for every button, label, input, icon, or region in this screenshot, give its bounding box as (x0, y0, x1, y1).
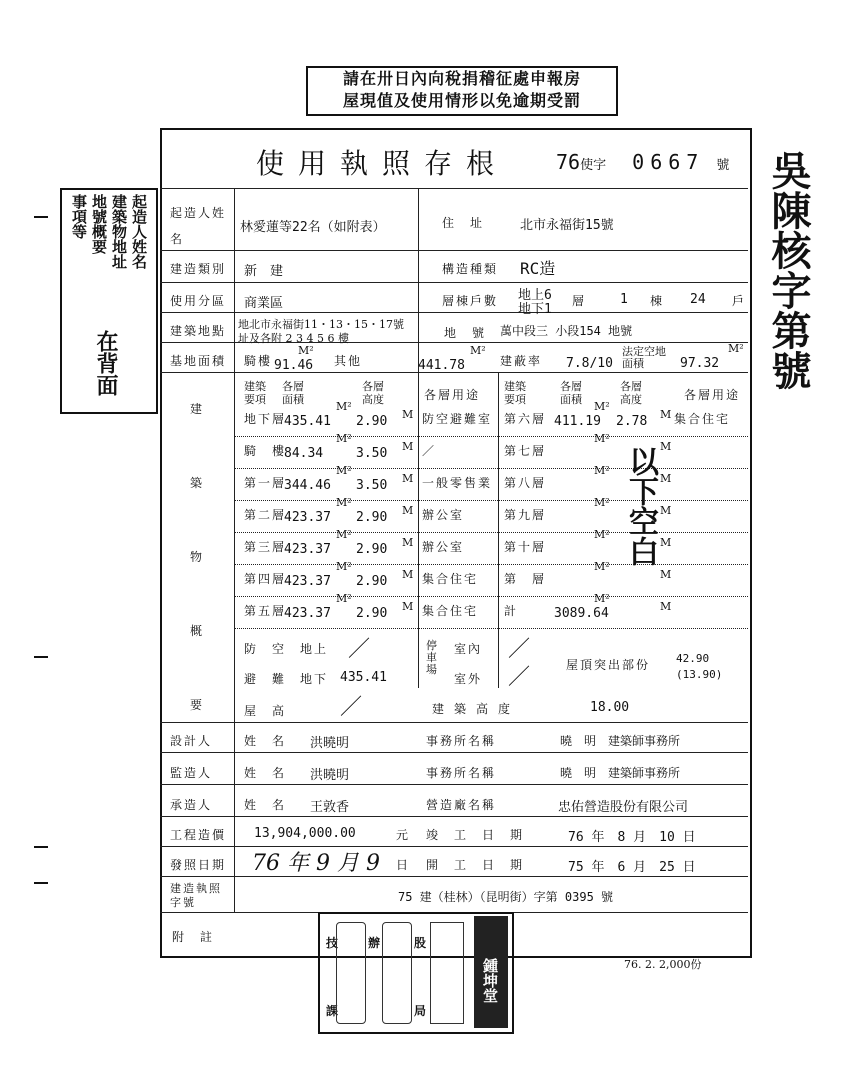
hdr-area-left: 各層面積 (282, 380, 304, 406)
legal-space-label: 法定空地面積 (622, 345, 666, 370)
applicant-name: 林愛蓮等22名（如附表） (240, 220, 386, 235)
coverage-label: 建蔽率 (500, 354, 543, 368)
shelter-label-1: 防 空 (244, 642, 287, 656)
floor-use-left: 防空避難室 (422, 412, 493, 426)
mezz-label: 屋 高 (244, 704, 287, 718)
designer-label: 設計人 (170, 734, 213, 748)
stamp-l3: 股 (414, 936, 429, 950)
floor-area-unit: M² (336, 528, 352, 541)
floor-use-left: 集合住宅 (422, 604, 479, 618)
floor-area-unit: M² (336, 464, 352, 477)
unit-unit: 戶 (732, 294, 747, 308)
start-label: 開工日期 (426, 858, 539, 872)
designer-name-label: 姓 名 (244, 734, 287, 748)
contractor-firm: 忠佑營造股份有限公司 (558, 800, 689, 815)
supervisor-office: 曉 明 建築師事務所 (560, 766, 681, 780)
floor-height-left: 3.50 (356, 478, 388, 493)
side-note-col2: 建築物地址 (110, 194, 128, 269)
permit-number: 76使字 0667 號 (556, 150, 730, 174)
applicant-label: 起造人姓名 (170, 206, 227, 246)
stamp-l4: 課 (326, 1004, 341, 1018)
floor-height-unit-right: M (660, 600, 672, 613)
mezz-value: ／ (340, 695, 363, 720)
floor-name-right: 第八層 (504, 476, 547, 490)
floor-area-unit-right: M² (594, 496, 610, 509)
floor-height-unit-right: M (660, 472, 672, 485)
floor-height-right: 2.78 (616, 414, 648, 429)
outdoor-label: 室外 (454, 672, 483, 686)
empty-mark: 以下空白 (623, 446, 658, 566)
floor-area-left: 423.37 (284, 574, 331, 589)
shelter-above-label: 地上 (300, 642, 329, 656)
floor-name-left: 地下層 (244, 412, 287, 426)
tax-notice (306, 66, 618, 116)
floor-name-left: 騎 樓 (244, 444, 287, 458)
summary-char-3: 物 (190, 550, 205, 564)
zone-label: 使用分區 (170, 294, 227, 308)
bheight-label: 建築高度 (432, 702, 521, 716)
designer-office: 曉 明 建築師事務所 (560, 734, 681, 748)
floor-area-left: 423.37 (284, 542, 331, 557)
complete-label: 竣工日期 (426, 828, 539, 842)
hdr-item-left: 建築要項 (244, 380, 266, 406)
hdr-item-right: 建築要項 (504, 380, 526, 406)
floor-area-unit-right: M² (594, 432, 610, 445)
zone-value: 商業區 (244, 296, 284, 311)
floor-area-left: 423.37 (284, 510, 331, 525)
floor-height-left: 2.90 (356, 414, 388, 429)
roof-value-2: (13.90) (676, 668, 723, 681)
floors-above: 地上6 (518, 288, 552, 303)
floor-unit: 層 (572, 294, 587, 308)
issue-label: 發照日期 (170, 858, 227, 872)
floor-name-left: 第一層 (244, 476, 287, 490)
other-area: 441.78 (418, 358, 465, 373)
summary-char-1: 建 (190, 402, 205, 416)
floor-area-left: 423.37 (284, 606, 331, 621)
floor-area-unit-right: M² (594, 400, 610, 413)
lot-number: 萬中段三 小段154 地號 (500, 324, 633, 338)
contractor-firm-label: 營造廠名稱 (426, 798, 497, 812)
supervisor-name-label: 姓 名 (244, 766, 287, 780)
side-note-col1: 起造人姓名 (130, 194, 148, 269)
site-label: 建築地點 (170, 324, 227, 338)
summary-char-4: 概 (190, 624, 205, 638)
floor-use-left: 一般零售業 (422, 476, 493, 490)
floor-area-unit-right: M² (594, 592, 610, 605)
area-unit-2: M² (470, 344, 486, 357)
designer-name: 洪曉明 (310, 736, 350, 751)
cost-unit: 元 (396, 828, 411, 842)
floor-area-unit-right: M² (594, 464, 610, 477)
floor-use-left: 辦公室 (422, 508, 465, 522)
issue-day-unit: 日 (396, 858, 411, 872)
floor-use-left: ／ (422, 444, 437, 458)
parking-label: 停車場 (426, 639, 437, 676)
floor-name-right: 第十層 (504, 540, 547, 554)
floor-area-left: 84.34 (284, 446, 324, 461)
address-label: 住 址 (442, 216, 485, 230)
floor-height-left: 2.90 (356, 510, 388, 525)
coverage-ratio: 7.8/10 (566, 356, 613, 371)
floor-name-right: 第九層 (504, 508, 547, 522)
floor-height-unit: M (402, 472, 414, 485)
hdr-height-left: 各層高度 (362, 380, 384, 406)
permit-label: 建造執照字號 (170, 882, 222, 909)
arcade-label: 騎樓 (244, 354, 273, 368)
shelter-below: 435.41 (340, 670, 387, 685)
floor-area-unit: M² (336, 400, 352, 413)
floor-area-unit: M² (336, 592, 352, 605)
floor-name-left: 第五層 (244, 604, 287, 618)
floor-area-left: 344.46 (284, 478, 331, 493)
floor-area-unit: M² (336, 496, 352, 509)
floor-area-unit-right: M² (594, 560, 610, 573)
floor-height-unit: M (402, 600, 414, 613)
side-note-col4: 事項等 (70, 194, 88, 239)
bheight-value: 18.00 (590, 700, 630, 715)
applicant-address: 北市永福街15號 (520, 218, 614, 233)
area-unit-1: M² (298, 344, 314, 357)
roof-label: 屋頂突出部份 (566, 658, 651, 672)
summary-char-2: 築 (190, 476, 205, 490)
issue-date: 76 年 9 月 9 (252, 851, 380, 876)
unit-count: 24 (690, 292, 706, 307)
edge-stamp-text: 吳陳核字第號 (765, 150, 812, 390)
floor-height-unit: M (402, 568, 414, 581)
floor-height-left: 3.50 (356, 446, 388, 461)
floor-height-unit-right: M (660, 440, 672, 453)
floor-height-left: 2.90 (356, 542, 388, 557)
side-note-col5: 在背面 (93, 330, 119, 396)
other-label: 其他 (334, 354, 363, 368)
shelter-label-2: 避 難 (244, 672, 287, 686)
building-count: 1 (620, 292, 628, 307)
floor-name-left: 第二層 (244, 508, 287, 522)
arcade-area: 91.46 (274, 358, 314, 373)
contractor-label: 承造人 (170, 798, 213, 812)
floor-use-right: 集合住宅 (674, 412, 731, 426)
floor-use-left: 集合住宅 (422, 572, 479, 586)
print-count: 76. 2. 2,000份 (624, 958, 702, 971)
build-type: 新 建 (244, 264, 284, 279)
floor-height-left: 2.90 (356, 606, 388, 621)
floor-area-right: 411.19 (554, 414, 601, 429)
hdr-height-right: 各層高度 (620, 380, 642, 406)
hdr-use-right: 各層用途 (684, 388, 741, 402)
complete-date: 76 年 8 月 10 日 (568, 830, 696, 845)
floor-name-left: 第三層 (244, 540, 287, 554)
area-unit-3: M² (728, 342, 744, 355)
tax-notice-line1: 請在卅日內向稅捐稽征處申報房 (342, 69, 581, 88)
roof-value-1: 42.90 (676, 652, 710, 665)
designer-office-label: 事務所名稱 (426, 734, 497, 748)
stamp-l5: 局 (414, 1004, 429, 1018)
contractor-name-label: 姓 名 (244, 798, 287, 812)
permit-value: 75 建（桂林）（昆明街）字第 0395 號 (398, 890, 614, 904)
side-note-col3: 地號概要 (90, 194, 108, 254)
floor-height-unit-right: M (660, 536, 672, 549)
floor-name-right: 計 (504, 604, 519, 618)
floor-height-unit-right: M (660, 408, 672, 421)
site-line2: 址及各附 2 3 4 5 6 樓 (238, 332, 349, 345)
floor-area-unit-right: M² (594, 528, 610, 541)
supervisor-office-label: 事務所名稱 (426, 766, 497, 780)
hdr-area-right: 各層面積 (560, 380, 582, 406)
cost-value: 13,904,000.00 (254, 826, 356, 841)
floor-height-left: 2.90 (356, 574, 388, 589)
shelter-below-label: 地下 (300, 672, 329, 686)
floor-height-unit: M (402, 536, 414, 549)
build-type-label: 建造類別 (170, 262, 227, 276)
cost-label: 工程造價 (170, 828, 227, 842)
hdr-use-left: 各層用途 (424, 388, 481, 402)
floor-height-unit: M (402, 408, 414, 421)
floor-height-unit: M (402, 504, 414, 517)
floors-label: 層棟戶數 (442, 294, 499, 308)
approval-stamp-box (318, 912, 514, 1034)
site-line1: 地北市永福街11・13・15・17號 (238, 318, 404, 331)
summary-char-5: 要 (190, 698, 205, 712)
parking-outdoor: ／ (508, 665, 531, 690)
floor-name-right: 第六層 (504, 412, 547, 426)
area-label: 基地面積 (170, 354, 227, 368)
floor-use-left: 辦公室 (422, 540, 465, 554)
lot-label: 地 號 (444, 326, 487, 340)
tax-notice-line2: 屋現值及使用情形以免逾期受罰 (342, 91, 581, 110)
floor-name-right: 第七層 (504, 444, 547, 458)
structure-label: 構造種類 (442, 262, 499, 276)
side-note-box (60, 188, 158, 414)
floor-name-left: 第四層 (244, 572, 287, 586)
chief-seal: 鍾坤堂 (481, 958, 499, 1003)
stamp-l2: 辦 (368, 936, 383, 950)
remarks-label: 附 註 (172, 930, 215, 944)
supervisor-name: 洪曉明 (310, 768, 350, 783)
floor-area-right: 3089.64 (554, 606, 609, 621)
parking-indoor: ／ (508, 637, 531, 662)
stamp-l1: 技 (326, 936, 341, 950)
start-date: 75 年 6 月 25 日 (568, 860, 696, 875)
floor-area-unit: M² (336, 432, 352, 445)
floor-name-right: 第 層 (504, 572, 547, 586)
contractor-name: 王敦香 (310, 800, 350, 815)
floor-height-unit-right: M (660, 504, 672, 517)
indoor-label: 室內 (454, 642, 483, 656)
form-title: 使用執照存根 (256, 147, 509, 180)
floor-area-left: 435.41 (284, 414, 331, 429)
floor-height-unit-right: M (660, 568, 672, 581)
shelter-above: ／ (348, 637, 371, 662)
supervisor-label: 監造人 (170, 766, 213, 780)
building-unit: 棟 (650, 294, 665, 308)
legal-space-area: 97.32 (680, 356, 720, 371)
floor-height-unit: M (402, 440, 414, 453)
floors-below: 地下1 (518, 302, 552, 317)
structure-type: RC造 (520, 259, 556, 278)
floor-area-unit: M² (336, 560, 352, 573)
